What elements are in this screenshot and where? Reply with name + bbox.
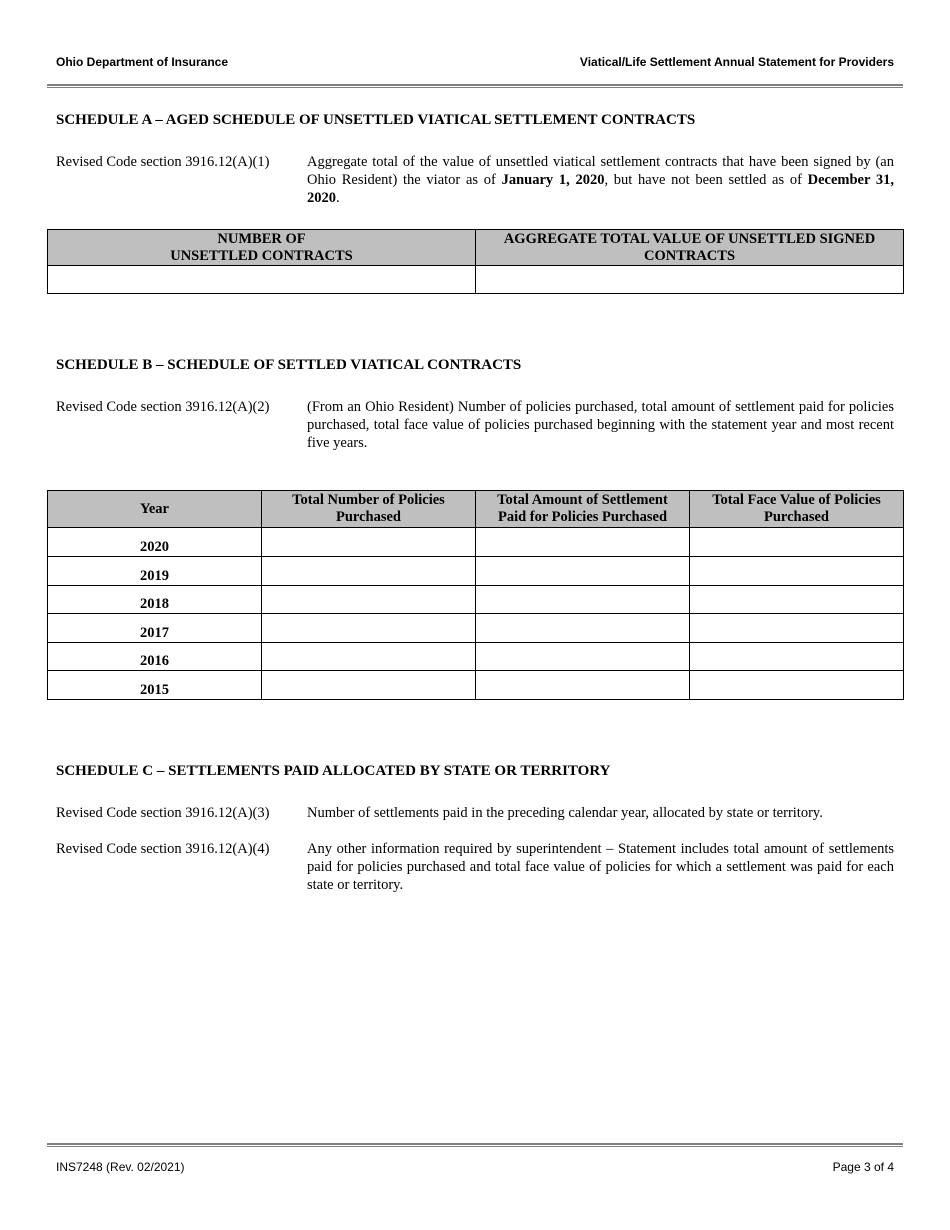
year-cell: 2015 [48, 671, 262, 700]
schedule-a-desc-text-2: , but have not been settled as of [604, 172, 808, 188]
schedule-c-code-2: Revised Code section 3916.12(A)(4) [56, 841, 270, 857]
table-row [48, 643, 904, 671]
schedule-b-header-policies [262, 491, 476, 528]
header-divider [47, 84, 903, 88]
schedule-a-description [307, 153, 894, 207]
schedule-a-desc-text-1: Aggregate total of the value of unsettled viatical settlement contracts that have been signed by (an Ohio Resident) the viator as of [307, 154, 894, 188]
policies-cell[interactable] [262, 643, 476, 671]
face-value-cell[interactable] [690, 586, 904, 614]
face-value-cell[interactable] [690, 614, 904, 643]
settlement-cell[interactable] [476, 557, 690, 586]
policies-cell[interactable] [262, 557, 476, 586]
table-row [48, 557, 904, 586]
schedule-a-header-value-line2: CONTRACTS [643, 247, 736, 264]
policies-cell[interactable] [262, 671, 476, 700]
header-agency: Ohio Department of Insurance [56, 55, 229, 69]
face-value-cell[interactable] [690, 528, 904, 557]
table-row [48, 586, 904, 614]
schedule-b-header-policies-line2: Purchased [336, 509, 401, 525]
schedule-b-header-face-value-line2: Purchased [764, 509, 829, 525]
schedule-b-table [47, 490, 904, 700]
schedule-b-header-settlement-line1: Total Amount of Settlement [497, 492, 668, 508]
schedule-a-header-count-line2: UNSETTLED CONTRACTS [170, 247, 353, 264]
header-form-title: Viatical/Life Settlement Annual Statement for Providers [579, 55, 894, 69]
settlement-cell[interactable] [476, 643, 690, 671]
schedule-b-header-year: Year [48, 491, 262, 528]
schedule-b-header-policies-line1: Total Number of Policies [292, 492, 445, 508]
settlement-cell[interactable] [476, 614, 690, 643]
schedule-c-title: SCHEDULE C – SETTLEMENTS PAID ALLOCATED BY STATE OR TERRITORY [56, 763, 611, 779]
schedule-c-code-1: Revised Code section 3916.12(A)(3) [56, 805, 270, 821]
face-value-cell[interactable] [690, 557, 904, 586]
policies-cell[interactable] [262, 586, 476, 614]
year-cell: 2018 [48, 586, 262, 614]
schedule-a-end-date: December 31, 2020 [307, 172, 894, 206]
schedule-a-code: Revised Code section 3916.12(A)(1) [56, 154, 270, 170]
schedule-b-header-face-value-line1: Total Face Value of Policies [712, 492, 881, 508]
settlement-cell[interactable] [476, 671, 690, 700]
table-row [48, 614, 904, 643]
schedule-b-description: (From an Ohio Resident) Number of policies purchased, total amount of settlement paid for policies purchased, total face value of policies purchased beginning with the statement year and most recent five years. [307, 399, 894, 451]
face-value-cell[interactable] [690, 643, 904, 671]
schedule-a-desc-text-3: . [336, 190, 340, 206]
schedule-a-header-count [48, 230, 476, 266]
policies-cell[interactable] [262, 528, 476, 557]
settlement-cell[interactable] [476, 586, 690, 614]
footer-divider [47, 1143, 903, 1147]
schedule-a-value-cell[interactable] [476, 266, 904, 294]
schedule-a-count-cell[interactable] [48, 266, 476, 294]
schedule-b-header-face-value [690, 491, 904, 528]
year-cell: 2017 [48, 614, 262, 643]
schedule-b-code: Revised Code section 3916.12(A)(2) [56, 399, 270, 415]
schedule-a-header-value [476, 230, 904, 266]
table-row [48, 528, 904, 557]
schedule-b-header-settlement [476, 491, 690, 528]
year-cell: 2016 [48, 643, 262, 671]
table-row [48, 671, 904, 700]
schedule-a-start-date: January 1, 2020 [501, 172, 605, 188]
schedule-b-title: SCHEDULE B – SCHEDULE OF SETTLED VIATICAL CONTRACTS [56, 357, 522, 373]
page-number: Page 3 of 4 [832, 1160, 894, 1174]
schedule-c-description-1: Number of settlements paid in the preceding calendar year, allocated by state or territory. [307, 805, 823, 821]
schedule-a-header-count-line1: NUMBER OF [217, 230, 306, 247]
schedule-b-header-settlement-line2: Paid for Policies Purchased [497, 509, 668, 525]
form-number: INS7248 (Rev. 02/2021) [56, 1160, 185, 1174]
schedule-c-description-2: Any other information required by superintendent – Statement includes total amount of settlements paid for policies purchased and total face value of policies for which a settlement was paid for each state or territory. [307, 841, 894, 893]
face-value-cell[interactable] [690, 671, 904, 700]
year-cell: 2019 [48, 557, 262, 586]
schedule-a-table [47, 229, 904, 294]
schedule-a-title: SCHEDULE A – AGED SCHEDULE OF UNSETTLED VIATICAL SETTLEMENT CONTRACTS [56, 112, 696, 128]
schedule-a-header-value-line1: AGGREGATE TOTAL VALUE OF UNSETTLED SIGNED [503, 230, 876, 247]
settlement-cell[interactable] [476, 528, 690, 557]
policies-cell[interactable] [262, 614, 476, 643]
year-cell: 2020 [48, 528, 262, 557]
